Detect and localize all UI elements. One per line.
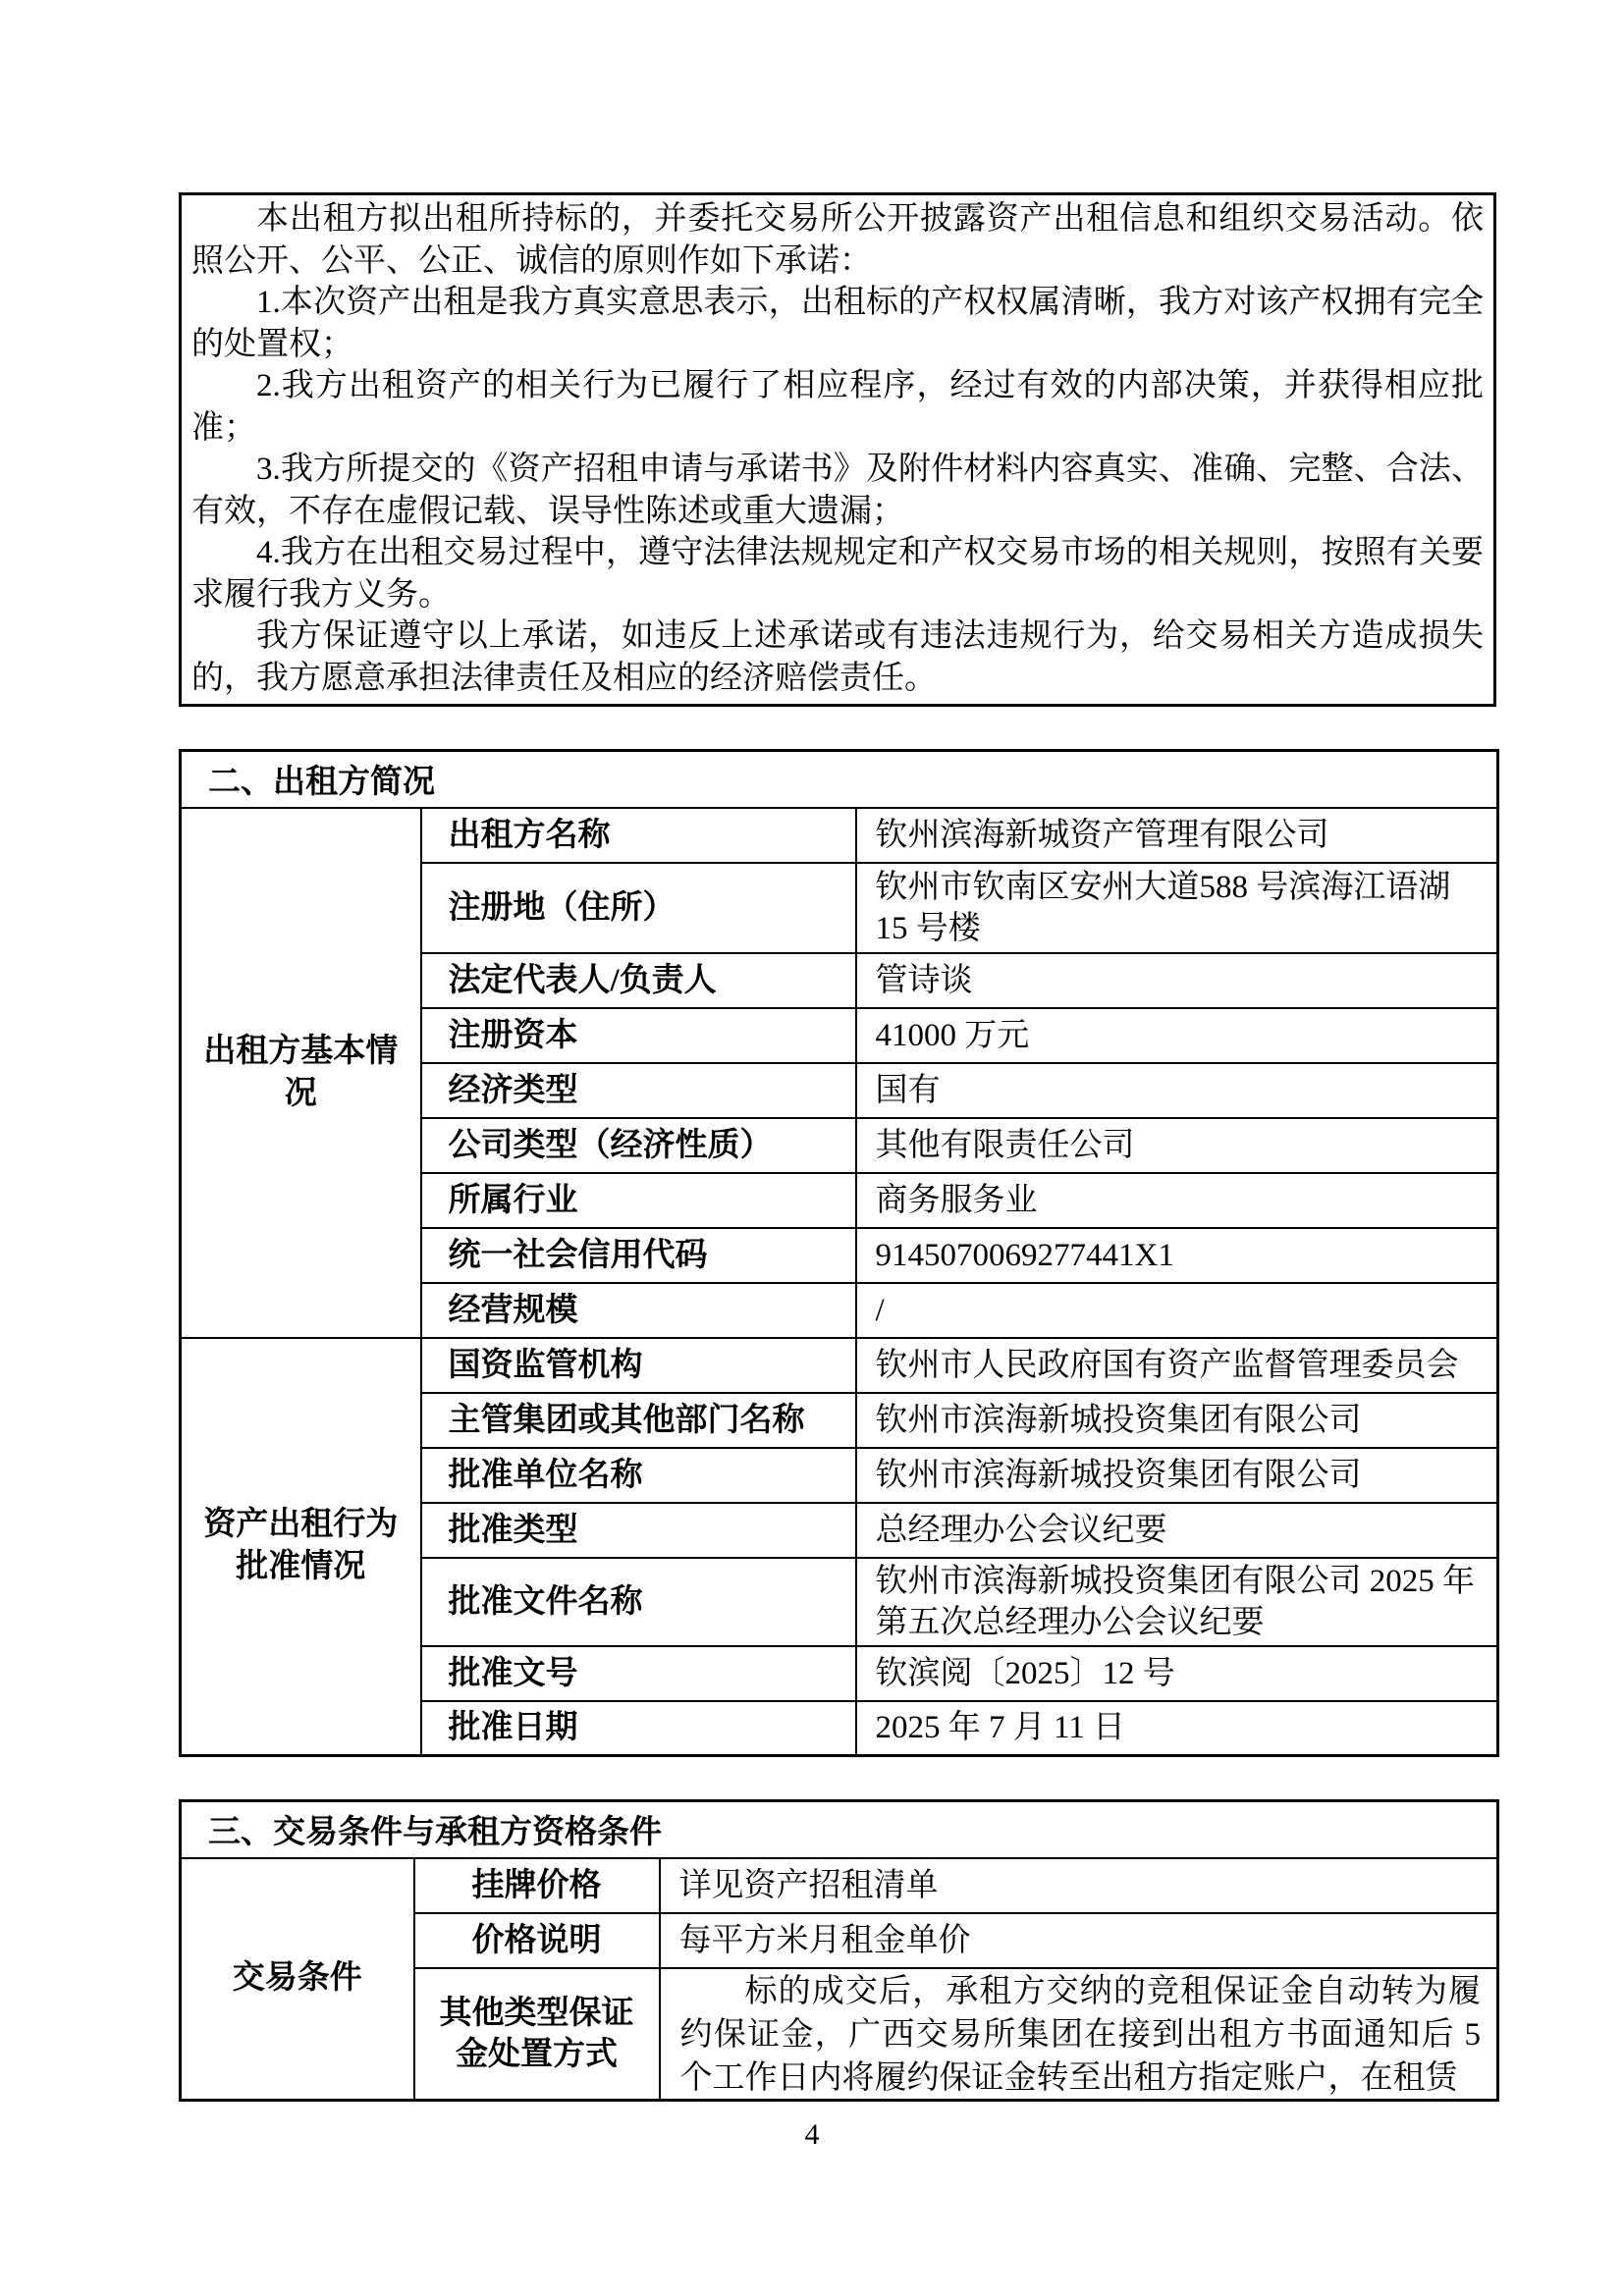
row-value: 钦州市滨海新城投资集团有限公司 2025 年第五次总经理办公会议纪要	[856, 1558, 1498, 1646]
row-value: 其他有限责任公司	[856, 1118, 1498, 1173]
row-label: 所属行业	[421, 1173, 856, 1228]
row-value: 商务服务业	[856, 1173, 1498, 1228]
promise-box	[179, 192, 1496, 707]
row-value: 管诗谈	[856, 953, 1498, 1008]
row-label: 主管集团或其他部门名称	[421, 1393, 856, 1448]
row-label: 法定代表人/负责人	[421, 953, 856, 1008]
promise-paragraph: 本出租方拟出租所持标的，并委托交易所公开披露资产出租信息和组织交易活动。依照公开、公平、公正、诚信的原则作如下承诺：	[191, 201, 1484, 279]
row-value: 2025 年 7 月 11 日	[856, 1701, 1498, 1756]
row-label: 注册地（住所）	[421, 863, 856, 953]
row-label: 批准文号	[421, 1646, 856, 1701]
row-label: 批准类型	[421, 1503, 856, 1558]
row-label: 批准单位名称	[421, 1448, 856, 1503]
row-label: 注册资本	[421, 1008, 856, 1063]
promise-paragraph: 4.我方在出租交易过程中，遵守法律法规规定和产权交易市场的相关规则，按照有关要求履行我方义务。	[191, 535, 1484, 613]
row-label: 出租方名称	[421, 808, 856, 863]
row-label: 统一社会信用代码	[421, 1228, 856, 1283]
row-label: 经营规模	[421, 1283, 856, 1338]
promise-paragraph: 3.我方所提交的《资产招租申请与承诺书》及附件材料内容真实、准确、完整、合法、有效，不存在虚假记载、误导性陈述或重大遗漏；	[191, 452, 1484, 529]
row-label: 批准文件名称	[421, 1558, 856, 1646]
section2-title: 二、出租方简况	[181, 751, 1498, 808]
row-value: 9145070069277441X1	[856, 1228, 1498, 1283]
table-row	[181, 1858, 1498, 1913]
deposit-handling-text: 标的成交后，承租方交纳的竞租保证金自动转为履约保证金，广西交易所集团在接到出租方书面通知后 5 个工作日内将履约保证金转至出租方指定账户，在租赁	[679, 1973, 1482, 2096]
row-value: 钦州滨海新城资产管理有限公司	[856, 808, 1498, 863]
row-label: 经济类型	[421, 1063, 856, 1118]
table-row	[181, 1338, 1498, 1393]
section3-title: 三、交易条件与承租方资格条件	[181, 1801, 1498, 1858]
section3-header-row	[181, 1801, 1498, 1858]
page-number: 4	[804, 2118, 820, 2151]
table-row	[181, 808, 1498, 863]
clipped-cell-content	[661, 1969, 1497, 2099]
row-value: 详见资产招租清单	[660, 1858, 1498, 1913]
group-label-basic-info: 出租方基本情况	[181, 808, 421, 1338]
row-value	[660, 1968, 1498, 2101]
row-label: 其他类型保证金处置方式	[414, 1968, 660, 2101]
row-value: 钦州市人民政府国有资产监督管理委员会	[856, 1338, 1498, 1393]
row-value: 钦州市滨海新城投资集团有限公司	[856, 1393, 1498, 1448]
promise-paragraph: 1.本次资产出租是我方真实意思表示，出租标的产权权属清晰，我方对该产权拥有完全的处置权；	[191, 285, 1484, 362]
row-value: /	[856, 1283, 1498, 1338]
row-value: 总经理办公会议纪要	[856, 1503, 1498, 1558]
row-value: 钦州市钦南区安州大道588 号滨海江语湖15 号楼	[856, 863, 1498, 953]
row-value: 41000 万元	[856, 1008, 1498, 1063]
section2-header-row	[181, 751, 1498, 808]
group-label-trade-conditions: 交易条件	[181, 1858, 414, 2101]
row-label: 批准日期	[421, 1701, 856, 1756]
row-label: 公司类型（经济性质）	[421, 1118, 856, 1173]
row-value: 国有	[856, 1063, 1498, 1118]
row-value: 每平方米月租金单价	[660, 1913, 1498, 1968]
row-value: 钦滨阅〔2025〕12 号	[856, 1646, 1498, 1701]
promise-paragraph: 我方保证遵守以上承诺，如违反上述承诺或有违法违规行为，给交易相关方造成损失的，我方愿意承担法律责任及相应的经济赔偿责任。	[191, 618, 1484, 696]
section3-conditions-table	[179, 1799, 1499, 2102]
row-label: 价格说明	[414, 1913, 660, 1968]
promise-paragraph: 2.我方出租资产的相关行为已履行了相应程序，经过有效的内部决策，并获得相应批准；	[191, 368, 1484, 446]
row-label: 国资监管机构	[421, 1338, 856, 1393]
row-value: 钦州市滨海新城投资集团有限公司	[856, 1448, 1498, 1503]
group-label-approval-info: 资产出租行为批准情况	[181, 1338, 421, 1756]
section2-lessor-profile-table	[179, 749, 1499, 1757]
row-label: 挂牌价格	[414, 1858, 660, 1913]
